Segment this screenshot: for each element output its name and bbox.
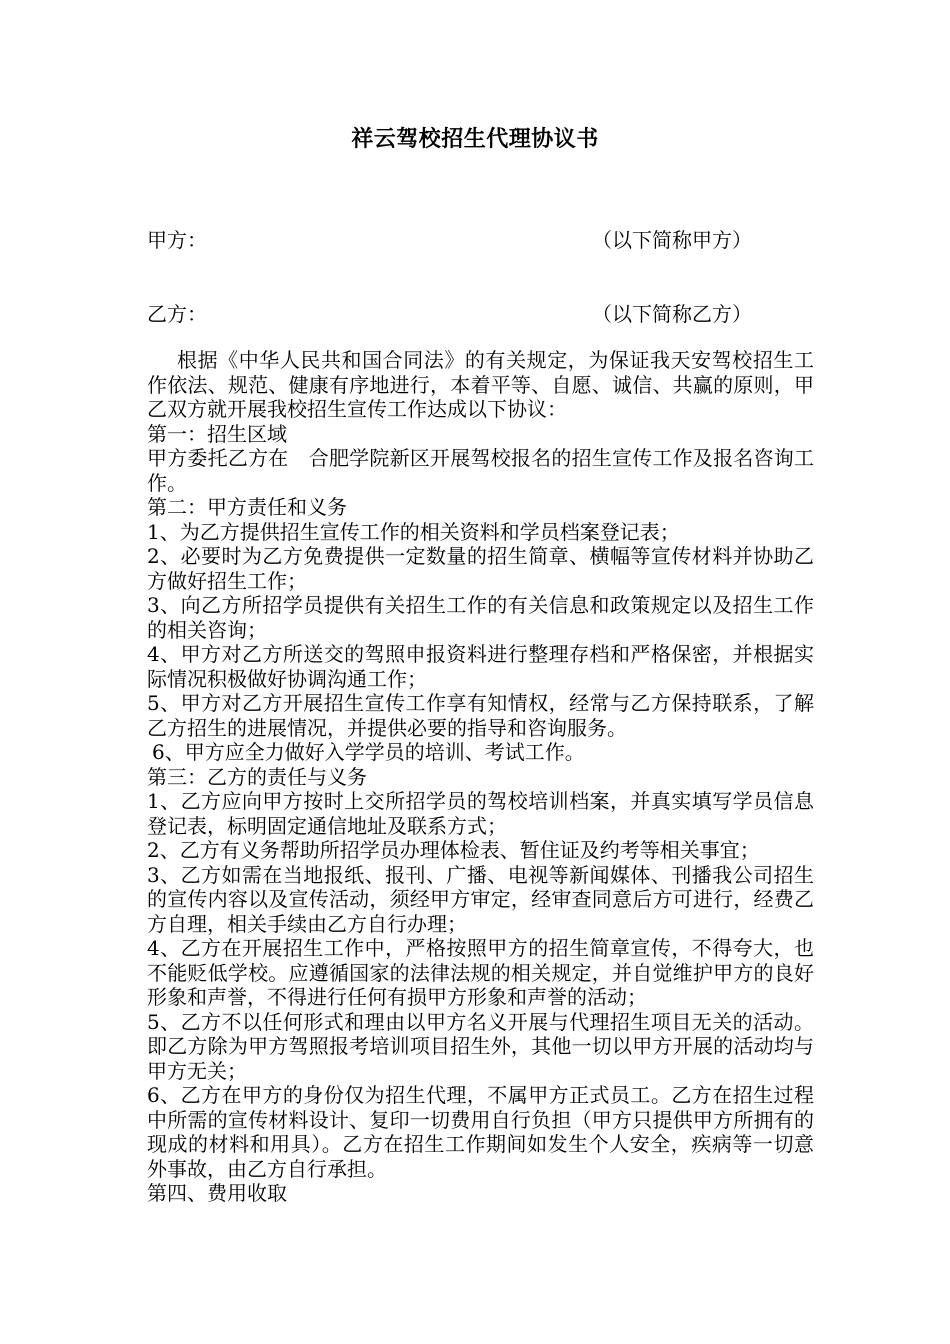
clause-2-1: 1、为乙方提供招生宣传工作的相关资料和学员档案登记表； <box>147 519 680 544</box>
clause-2-2: 2、必要时为乙方免费提供一定数量的招生简章、横幅等宣传材料并协助乙方做好招生工作； <box>147 544 814 593</box>
clause-2-6: 6、甲方应全力做好入学学员的培训、考试工作。 <box>152 740 585 764</box>
clause-3-6: 6、乙方在甲方的身份仅为招生代理，不属甲方正式员工。乙方在招生过程中所需的宣传材料设计、复印一切费用自行负担（甲方只提供甲方所拥有的现成的材料和用具）。乙方在招生工作期间如发生个人安全，疾病等一切意外事故，由乙方自行承担。 <box>147 1083 814 1181</box>
clause-3-2: 2、乙方有义务帮助所招学员办理体检表、暂住证及约考等相关事宜； <box>147 838 760 862</box>
section-1-paragraph: 甲方委托乙方在 合肥学院新区开展驾校报名的招生宣传工作及报名咨询工作。 <box>147 446 814 495</box>
party-a-note: （以下简称甲方） <box>592 228 752 252</box>
clause-2-5: 5、甲方对乙方开展招生宣传工作享有知情权，经常与乙方保持联系，了解乙方招生的进展情况，并提供必要的指导和咨询服务。 <box>147 691 814 740</box>
clause-3-3: 3、乙方如需在当地报纸、报刊、广播、电视等新闻媒体、刊播我公司招生的宣传内容以及宣传活动，须经甲方审定，经审查同意后方可进行，经费乙方自理，相关手续由乙方自行办理； <box>147 862 814 936</box>
agreement-body <box>147 348 814 1206</box>
section-heading-3: 第三：乙方的责任与义务 <box>147 764 367 789</box>
section-heading-4: 第四、费用收取 <box>147 1181 287 1205</box>
clause-2-4: 4、甲方对乙方所送交的驾照申报资料进行整理存档和严格保密，并根据实际情况积极做好协调沟通工作； <box>147 642 814 691</box>
document-title: 祥云驾校招生代理协议书 <box>351 126 599 152</box>
preamble-paragraph: 根据《中华人民共和国合同法》的有关规定，为保证我天安驾校招生工作依法、规范、健康有序地进行，本着平等、自愿、诚信、共赢的原则，甲乙双方就开展我校招生宣传工作达成以下协议： <box>147 348 814 421</box>
clause-3-1: 1、乙方应向甲方按时上交所招学员的驾校培训档案，并真实填写学员信息登记表，标明固定通信地址及联系方式； <box>147 789 814 838</box>
party-a-label: 甲方： <box>147 228 207 252</box>
clause-2-3: 3、向乙方所招学员提供有关招生工作的有关信息和政策规定以及招生工作的相关咨询； <box>147 593 814 642</box>
section-heading-1: 第一：招生区域 <box>147 421 287 446</box>
clause-3-4: 4、乙方在开展招生工作中，严格按照甲方的招生简章宣传，不得夸大，也不能贬低学校。应遵循国家的法律法规的相关规定，并自觉维护甲方的良好形象和声誉，不得进行任何有损甲方形象和声誉的活动； <box>147 936 814 1009</box>
party-b-label: 乙方： <box>147 302 207 326</box>
section-heading-2: 第二：甲方责任和义务 <box>147 495 347 519</box>
party-b-note: （以下简称乙方） <box>592 302 752 326</box>
clause-3-5: 5、乙方不以任何形式和理由以甲方名义开展与代理招生项目无关的活动。即乙方除为甲方驾照报考培训项目招生外，其他一切以甲方开展的活动均与甲方无关； <box>147 1009 814 1083</box>
